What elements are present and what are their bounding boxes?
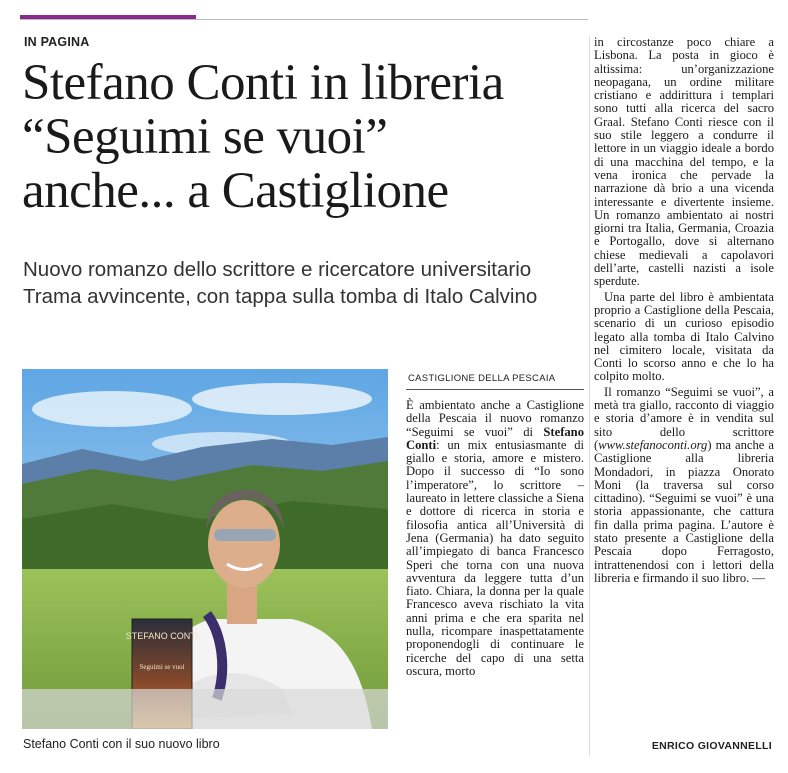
headline-line-3: anche... a Castiglione — [22, 163, 449, 219]
author-photo — [22, 369, 388, 729]
column-separator — [589, 36, 590, 756]
article-column-1 — [406, 399, 584, 678]
kicker-location: CASTIGLIONE DELLA PESCAIA — [408, 373, 556, 384]
subheadline-line-1: Nuovo romanzo dello scrittore e ricercatore universitario — [23, 258, 532, 281]
headline-line-1: Stefano Conti in libreria — [22, 55, 504, 111]
photo-caption: Stefano Conti con il suo nuovo libro — [23, 737, 220, 751]
article-paragraph: Una parte del libro è ambientata proprio a Castiglione della Pescaia, scenario di un curioso episodio legato alla tomba di Italo Calvino nel cimitero locale, visitata da Conti lo scorso anno e che lo ha colpito molto. — [594, 289, 774, 384]
author-photo-illustration — [22, 369, 388, 729]
headline-line-2: “Seguimi se vuoi” — [22, 109, 388, 165]
article-paragraph: Il romanzo “Seguimi se vuoi”, a metà tra giallo, racconto di viaggio e storia d’amore è in vendita sul sito dello scrittore (www.stefanoconti.org) ma anche a Castiglione alla libreria Mondadori, in piazza Onorato Moni (la traversa sul corso cittadino). “Seguimi se vuoi” è una storia appassionante, che cattura fin dalla prima pagina. L’autore è stato presente a Castiglione della Pescaia dopo Ferragosto, intrattenendosi con i lettori della libreria e firmando il suo libro. — — [594, 384, 774, 585]
book-cover-title: Seguimi se vuoi — [139, 663, 185, 671]
book-cover-author: STEFANO CONTI — [125, 631, 199, 641]
section-tag: IN PAGINA — [24, 35, 90, 49]
article-paragraph: in circostanze poco chiare a Lisbona. La posta in gioco è altissima: un’organizzazione neopagana, un ordine militare cristiano e addirittura i templari sono tutti alla ricerca del sacro Graal. Stefano Conti riesce con il suo stile leggero a condurre il lettore in un viaggio ideale a bordo di una macchina del tempo, e la vena ironica che pervade la narrazione dà brio a una vicenda interessante e divertente insieme. Un romanzo ambientato ai nostri giorni tra Italia, Germania, Croazia e Portogallo, dove si alternano chiese medievali a capolavori dell’arte, castelli nazisti a isole sperdute. — [594, 35, 774, 289]
headline — [22, 56, 587, 218]
website-link[interactable]: www.stefanoconti.org — [598, 437, 708, 452]
subheadline-line-2: Trama avvincente, con tappa sulla tomba di Italo Calvino — [23, 285, 538, 308]
kicker-rule — [406, 389, 584, 390]
byline: ENRICO GIOVANNELLI — [651, 740, 772, 752]
author-name: Stefano Conti — [406, 424, 584, 452]
subheadline — [23, 256, 588, 310]
article-paragraph: È ambientato anche a Castiglione della Pescaia il nuovo romanzo “Seguimi se vuoi” di Stefano Conti: un mix entusiasmante di giallo e storia, amore e mistero. Dopo il successo di “Io sono l’imperatore”, lo scrittore – laureato in lettere classiche a Siena e dottore di ricerca in storia e filosofia antica all’Università di Jena (Germania) ha dato seguito all’impiegato di banca Francesco Speri che torna con una nuova avventura da leggere tutta d’un fiato. Chiara, la donna per la quale Francesco aveva rischiato la vita anni prima e che era sparita nel nulla, ricompare inaspettatamente proponendogli di continuare le ricerche del capo di una setta oscura, morto — [406, 398, 584, 678]
top-rule — [20, 19, 588, 20]
article-column-2 — [594, 36, 774, 585]
